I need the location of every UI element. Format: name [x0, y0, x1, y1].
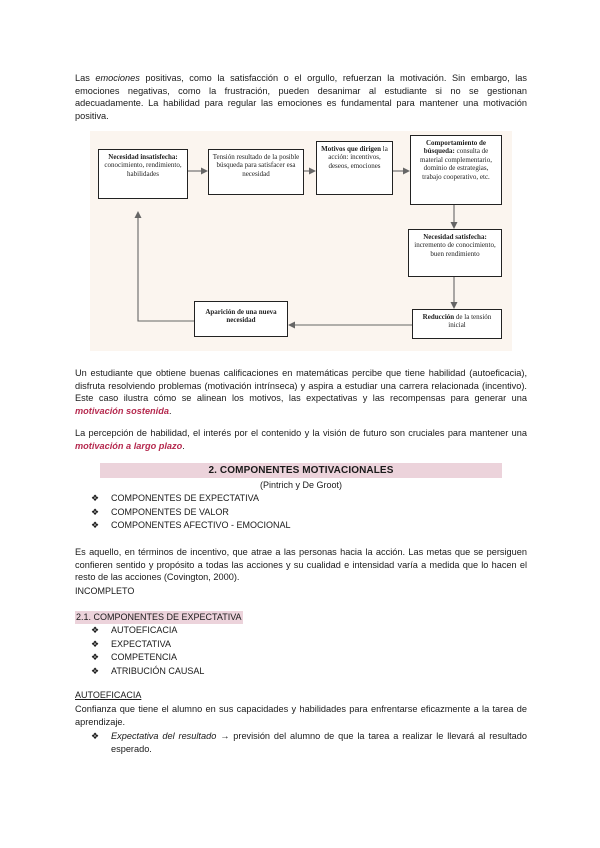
box-satisfied-need: Necesidad satisfecha: incremento de conocimiento, buen rendimiento: [408, 229, 502, 277]
list-item: ❖ COMPONENTES AFECTIVO - EMOCIONAL: [91, 519, 291, 533]
section21-heading: 2.1. COMPONENTES DE EXPECTATIVA: [76, 612, 242, 622]
perception-paragraph: La percepción de habilidad, el interés por el contenido y la visión de futuro son cruciales para mantener una motivación a largo plazo.: [75, 428, 527, 451]
right-arrow-icon: →: [220, 731, 230, 741]
section2-title: 2. COMPONENTES MOTIVACIONALES: [100, 463, 502, 478]
section21-list: [91, 624, 204, 678]
diamond-bullet-icon: ❖: [91, 731, 100, 741]
list-item: ❖ COMPONENTES DE VALOR: [91, 506, 291, 520]
box-unmet-need: Necesidad insatisfecha: conocimiento, rendimiento, habilidades: [98, 149, 188, 199]
box-tension-reduction: Reducción de la tensión inicial: [412, 309, 502, 339]
diamond-bullet-icon: ❖: [91, 665, 100, 676]
box-tension: Tensión resultado de la posible búsqueda para satisfacer esa necesidad: [208, 149, 304, 195]
box-motives: Motivos que dirigen la acción: incentivos, deseos, emociones: [316, 141, 393, 195]
motivation-cycle-diagram: [90, 131, 512, 351]
diamond-bullet-icon: ❖: [91, 506, 100, 517]
autoeficacia-definition: Confianza que tiene el alumno en sus capacidades y habilidades para enfrentarse eficazmente a la tarea de aprendizaje.: [75, 704, 527, 727]
diamond-bullet-icon: ❖: [91, 638, 100, 649]
box-new-need: Aparición de una nueva necesidad: [194, 301, 288, 337]
incomplete-note: INCOMPLETO: [75, 586, 135, 596]
diamond-bullet-icon: ❖: [91, 652, 100, 663]
incentive-paragraph: Es aquello, en términos de incentivo, que atrae a las personas hacia la acción. Las metas que se persiguen confieren sentido y propósito a todas las acciones y su cualidad e intensidad varía a medida que lo hacen el resto de las acciones (Covington, 2000).: [75, 547, 527, 583]
diamond-bullet-icon: ❖: [91, 625, 100, 635]
autoeficacia-heading: AUTOEFICACIA: [75, 690, 142, 700]
list-item: ❖ ATRIBUCIÓN CAUSAL: [91, 665, 204, 679]
list-item: ❖ AUTOEFICACIA: [91, 624, 204, 638]
example-paragraph: Un estudiante que obtiene buenas calificaciones en matemáticas percibe que tiene habilidad (autoeficacia), disfruta resolviendo problemas (motivación intrínseca) y aspira a estudiar una carrera relacionada (incentivo). Este caso ilustra cómo se alinean los motivos, las expectativas y las recompensas para generar una motivación sostenida.: [75, 368, 527, 416]
diamond-bullet-icon: ❖: [91, 520, 100, 531]
list-item: ❖ COMPONENTES DE EXPECTATIVA: [91, 492, 291, 506]
list-item: ❖ EXPECTATIVA: [91, 638, 204, 652]
box-search-behavior: Comportamiento de búsqueda: consulta de material complementario, dominio de estrategias, trabajo cooperativo, etc.: [410, 135, 502, 205]
intro-paragraph: Las emociones positivas, como la satisfacción o el orgullo, refuerzan la motivación. Sin embargo, las emociones negativas, como la frustración, pueden desanimar al estudiante si no se gestionan adecuadamente. La habilidad para regular las emociones es fundamental para mantener una motivación positiva.: [75, 73, 527, 121]
section2-list: [91, 492, 291, 533]
list-item: ❖ COMPETENCIA: [91, 651, 204, 665]
section2-subtitle: (Pintrich y De Groot): [259, 480, 343, 490]
diamond-bullet-icon: ❖: [91, 493, 100, 503]
autoeficacia-item: ❖ Expectativa del resultado → previsión del alumno de que la tarea a realizar le llevará al resultado esperado.: [91, 731, 527, 754]
